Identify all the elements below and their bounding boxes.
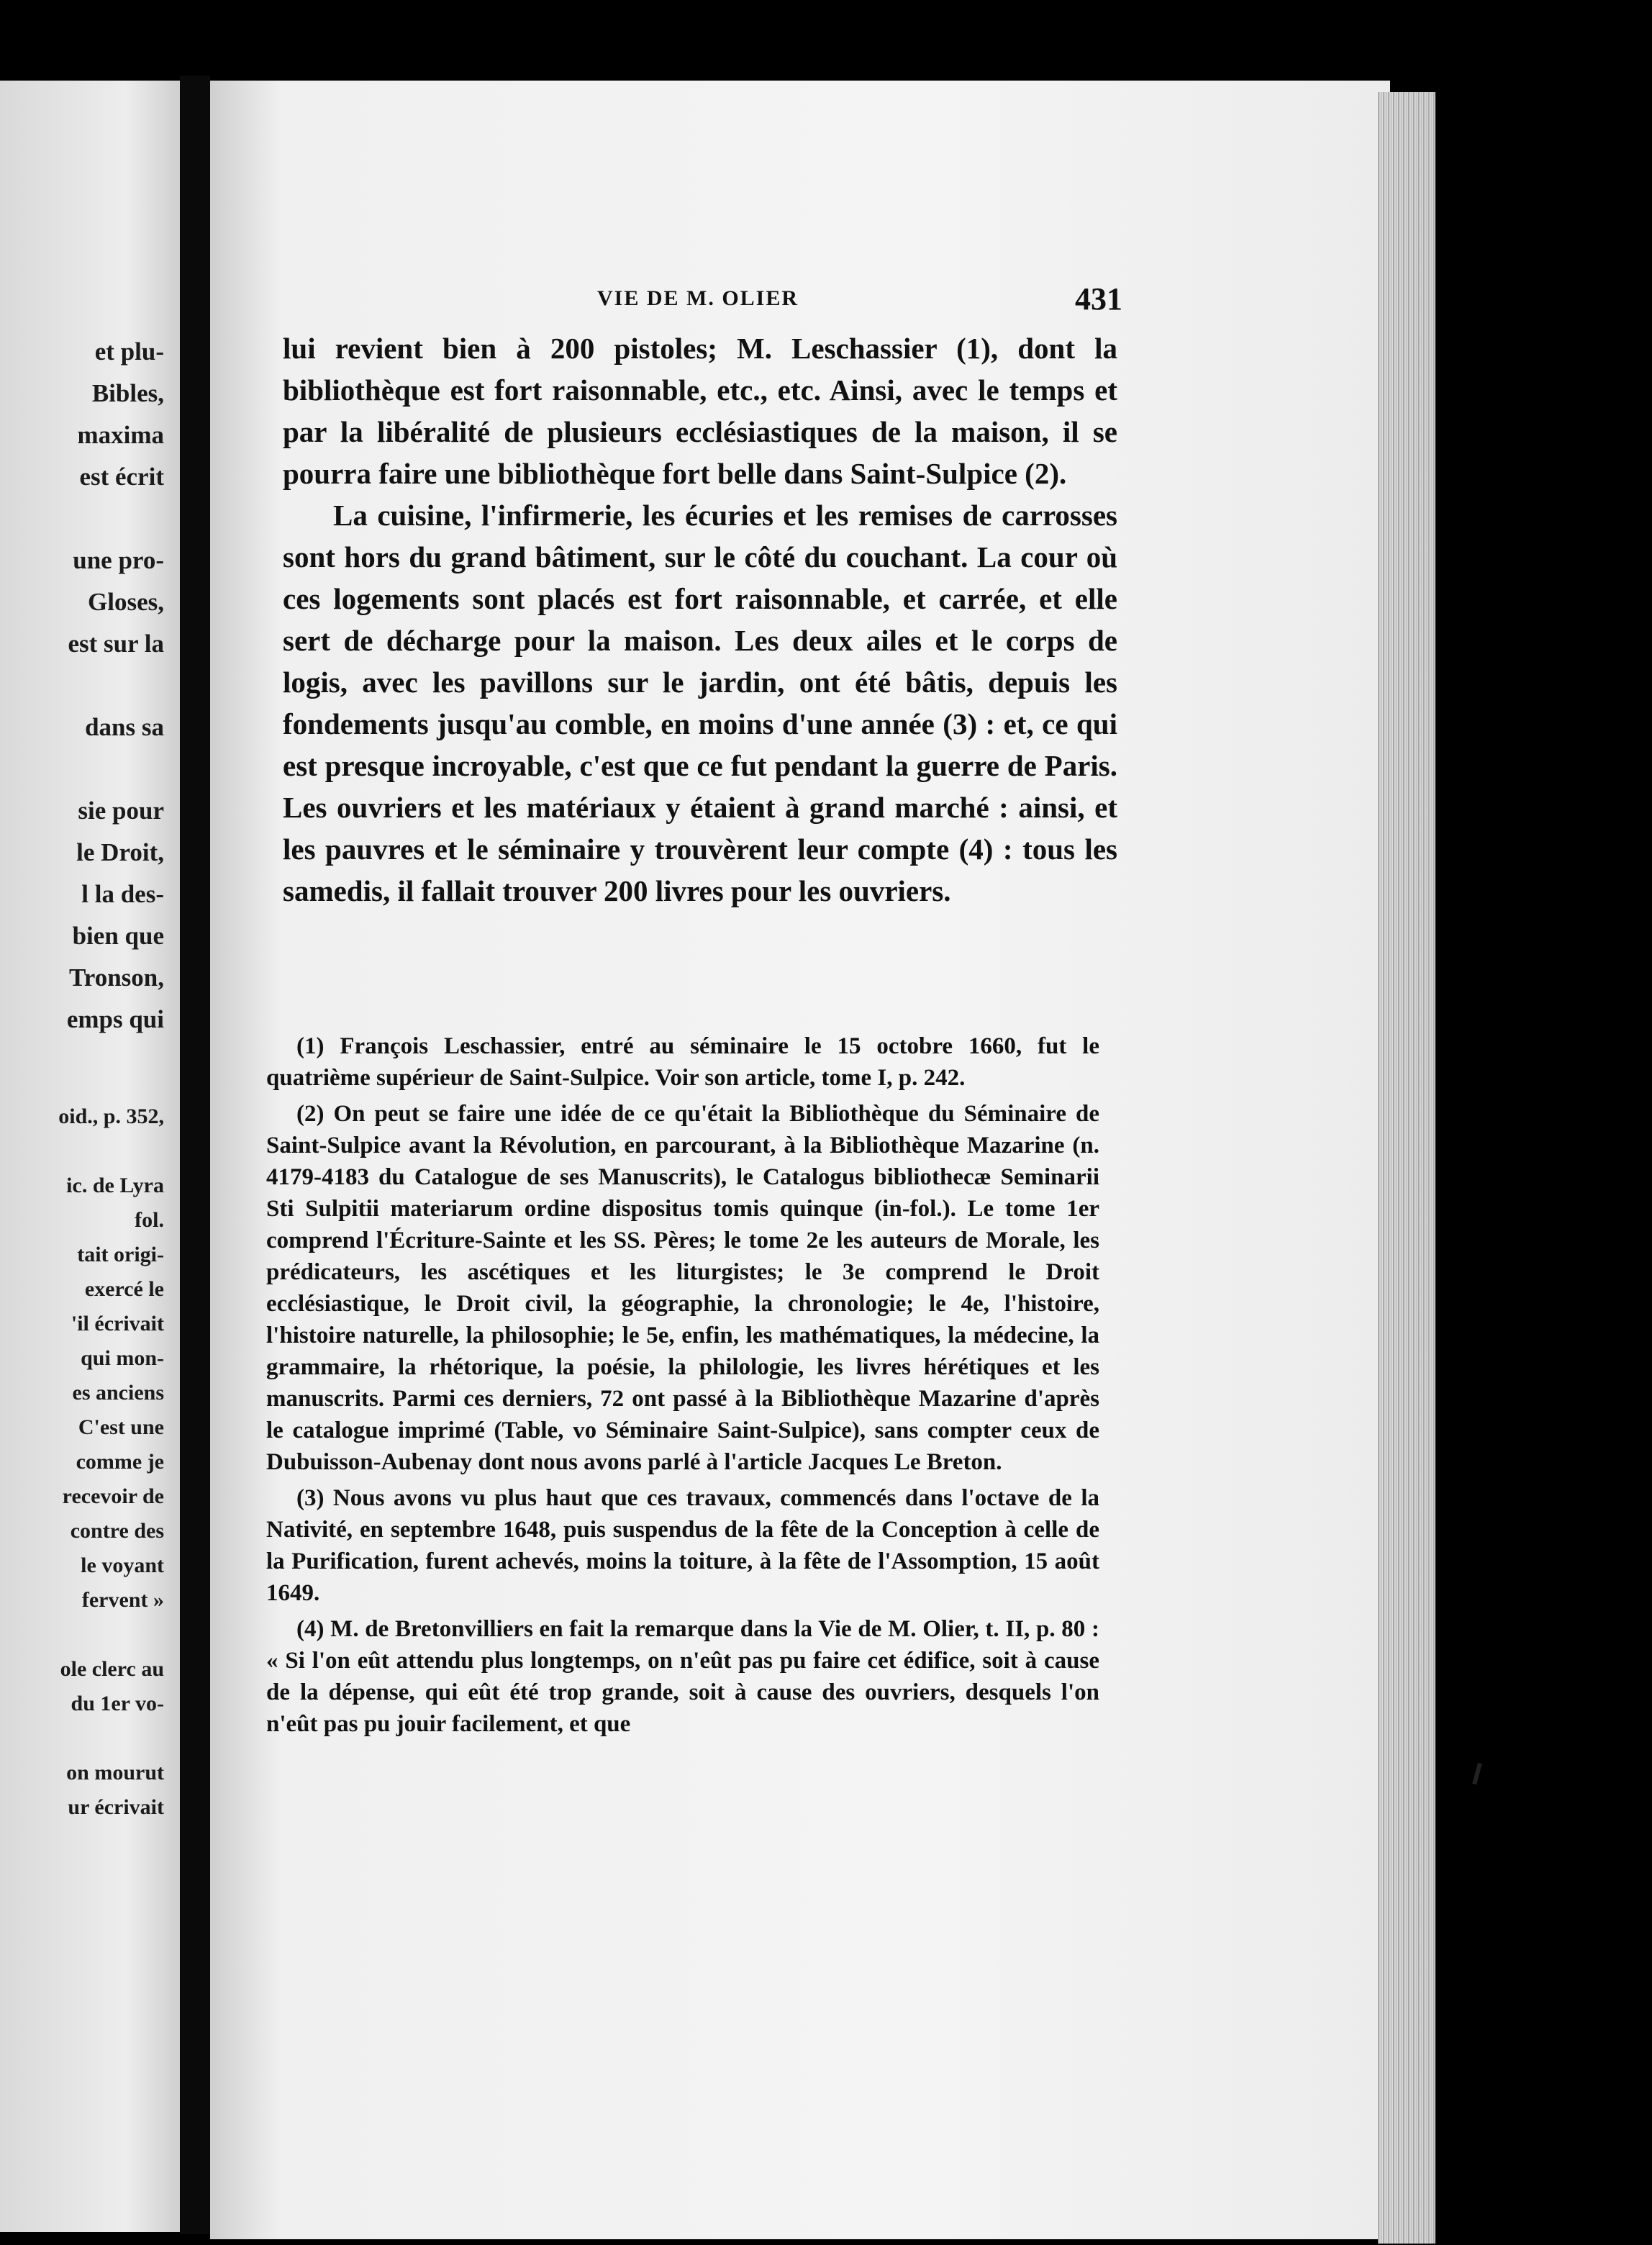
- page-edges: [1378, 92, 1435, 2244]
- paragraph-2: La cuisine, l'infirmerie, les écuries et les remises de carrosses sont hors du grand bâtiment, sur le côté du couchant. La cour où ces logements sont placés est fort raisonnable, et carrée, et elle sert de décharge pour la maison. Les deux ailes et le corps de logis, avec les pavillons sur le jardin, ont été bâtis, depuis les fondements jusqu'au comble, en moins d'une année (3) : et, ce qui est presque incroyable, c'est que ce fut pendant la guerre de Paris. Les ouvriers et les matériaux y étaient à grand marché : ainsi, et les pauvres et le séminaire y trouvèrent leur compte (4) : tous les samedis, il fallait trouver 200 livres pour les ouvriers.: [283, 499, 1117, 907]
- left-page-line: est sur la: [68, 630, 164, 658]
- left-page-line: sie pour: [78, 797, 164, 825]
- footnote-2: (2) On peut se faire une idée de ce qu'était la Bibliothèque du Séminaire de Saint-Sulpice avant la Révolution, en parcourant, à la Bibliothèque Mazarine (n. 4179-4183 du Catalogue de ses Manuscrits), le Catalogus bibliothecæ Seminarii Sti Sulpitii materiarum ordine dispositus tomis quinque (in-fol.). Le tome 1er comprend l'Écriture-Sainte et les SS. Pères; le tome 2e les auteurs de Morale, les prédicateurs, les ascétiques et les liturgistes; le 3e comprend le Droit ecclésiastique, le Droit civil, la géographie, la chronologie; le 4e, l'histoire, l'histoire naturelle, la philosophie; le 5e, enfin, les mathématiques, la médecine, la grammaire, la rhétorique, la poésie, la philologie, les livres hérétiques et les manuscrits. Parmi ces derniers, 72 ont passé à la Bibliothèque Mazarine d'après le catalogue imprimé (Table, vo Séminaire Saint-Sulpice), sans compter ceux de Dubuisson-Aubenay dont nous avons parlé à l'article Jacques Le Breton.: [266, 1101, 1099, 1475]
- paragraph-1: lui revient bien à 200 pistoles; M. Leschassier (1), dont la bibliothèque est fort raisonnable, etc., etc. Ainsi, avec le temps et par la libéralité de plusieurs ecclésiastiques de la maison, il se pourra faire une bibliothèque fort belle dans Saint-Sulpice (2).: [283, 332, 1117, 490]
- left-page-line: on mourut: [66, 1761, 164, 1784]
- left-page-line: dans sa: [85, 713, 164, 741]
- left-page-line: Bibles,: [91, 379, 164, 407]
- running-title: VIE DE M. OLIER: [597, 286, 799, 310]
- left-page-line: [0, 1721, 164, 1756]
- left-page-line: est écrit: [79, 463, 164, 491]
- left-page-line: [0, 748, 164, 790]
- left-page-line: [0, 498, 164, 540]
- left-page-line: contre des: [70, 1519, 164, 1543]
- left-page-line: recevoir de: [62, 1484, 164, 1508]
- footnotes: [266, 1030, 1099, 1744]
- left-page-line: le Droit,: [76, 838, 164, 866]
- left-page-line: es anciens: [72, 1381, 164, 1405]
- left-page-line: maxima: [77, 421, 164, 449]
- left-page-line: ole clerc au: [60, 1657, 164, 1681]
- left-page-line: [0, 1134, 164, 1169]
- left-page-line: ur écrivait: [68, 1795, 164, 1819]
- footnote-4: (4) M. de Bretonvilliers en fait la remarque dans la Vie de M. Olier, t. II, p. 80 : « Si l'on eût attendu plus longtemps, on n'eût pas pu faire cet édifice, soit à cause de la dépense, qui eût été trop grande, soit à cause des ouvriers, desquels l'on n'eût pas pu jouir facilement, et que: [266, 1616, 1099, 1737]
- book-gutter: [180, 76, 210, 2234]
- left-page-line: ic. de Lyra: [66, 1174, 164, 1197]
- left-page-line: oid., p. 352,: [58, 1105, 164, 1128]
- scan-speck: [1472, 1763, 1482, 1785]
- left-page-line: et plu-: [94, 337, 164, 366]
- left-page-line: bien que: [72, 922, 164, 950]
- left-page-line: le voyant: [81, 1554, 164, 1577]
- left-page-text-upper: [0, 331, 164, 1040]
- left-page-line: tait origi-: [77, 1243, 164, 1266]
- left-page-line: fervent »: [81, 1588, 164, 1612]
- left-page-line: comme je: [76, 1450, 164, 1474]
- page-number: 431: [1075, 281, 1122, 317]
- left-page-line: du 1er vo-: [71, 1692, 164, 1715]
- left-page-line: Tronson,: [69, 963, 164, 992]
- left-page-line: 'il écrivait: [71, 1312, 164, 1335]
- left-page-line: fol.: [135, 1208, 164, 1232]
- left-page-line: une pro-: [73, 546, 164, 574]
- left-page-text-lower: [0, 1099, 164, 1825]
- left-page-line: Gloses,: [88, 588, 164, 616]
- footnote-1: (1) François Leschassier, entré au séminaire le 15 octobre 1660, fut le quatrième supérieur de Saint-Sulpice. Voir son article, tome I, p. 242.: [266, 1033, 1099, 1091]
- left-page-line: C'est une: [78, 1415, 164, 1439]
- left-page-line: emps qui: [66, 1005, 164, 1033]
- main-text: [283, 327, 1117, 912]
- footnote-3: (3) Nous avons vu plus haut que ces travaux, commencés dans l'octave de la Nativité, en septembre 1648, puis suspendus de la fête de la Conception à celle de la Purification, furent achevés, moins la toiture, à la fête de l'Assomption, 15 août 1649.: [266, 1485, 1099, 1606]
- left-page-line: qui mon-: [81, 1346, 164, 1370]
- left-page-line: exercé le: [84, 1277, 164, 1301]
- left-page-line: [0, 1618, 164, 1652]
- left-page-line: [0, 665, 164, 707]
- left-page-line: l la des-: [81, 880, 164, 908]
